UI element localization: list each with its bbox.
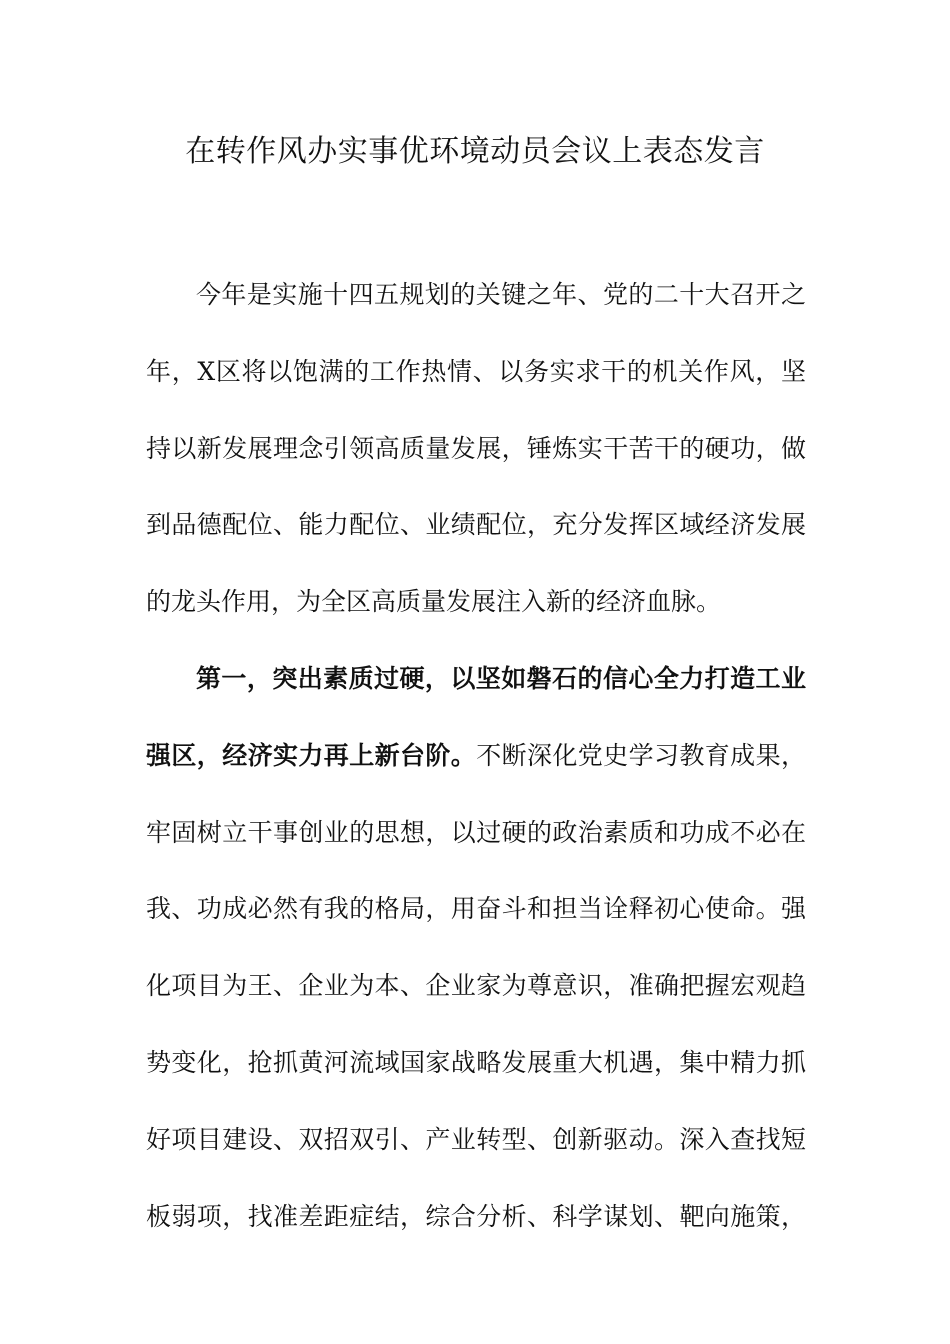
paragraph-line: 的龙头作用，为全区高质量发展注入新的经济血脉。 — [146, 587, 722, 617]
paragraph-line — [146, 729, 806, 806]
paragraph-1 — [146, 268, 806, 652]
document-body — [146, 268, 806, 1266]
paragraph-line: 好项目建设、双招双引、产业转型、创新驱动。深入查找短 — [146, 1124, 806, 1154]
paragraph-line: 到品德配位、能力配位、业绩配位，充分发挥区域经济发展 — [146, 510, 806, 540]
paragraph-line: 板弱项，找准差距症结，综合分析、科学谋划、靶向施策， — [146, 1201, 806, 1231]
paragraph-line: 今年是实施十四五规划的关键之年、党的二十大召开之 — [196, 280, 806, 309]
section-heading-end: 强区，经济实力再上新台阶。 — [146, 740, 477, 770]
paragraph-line: 牢固树立干事创业的思想，以过硬的政治素质和功成不必在 — [146, 817, 806, 847]
document-title: 在转作风办实事优环境动员会议上表态发言 — [185, 134, 765, 169]
section-heading-line: 第一，突出素质过硬，以坚如磐石的信心全力打造工业 — [196, 663, 806, 693]
paragraph-line: 势变化，抢抓黄河流域国家战略发展重大机遇，集中精力抓 — [146, 1047, 806, 1077]
paragraph-text: 不断深化党史学习教育成果， — [476, 740, 806, 770]
paragraph-line: 我、功成必然有我的格局，用奋斗和担当诠释初心使命。强 — [146, 894, 806, 924]
paragraph-line: 年，X区将以饱满的工作热情、以务实求干的机关作风，坚 — [146, 356, 806, 386]
paragraph-line: 持以新发展理念引领高质量发展，锤炼实干苦干的硬功，做 — [146, 433, 806, 463]
paragraph-2 — [146, 652, 806, 1266]
paragraph-line: 化项目为王、企业为本、企业家为尊意识，准确把握宏观趋 — [146, 971, 806, 1001]
